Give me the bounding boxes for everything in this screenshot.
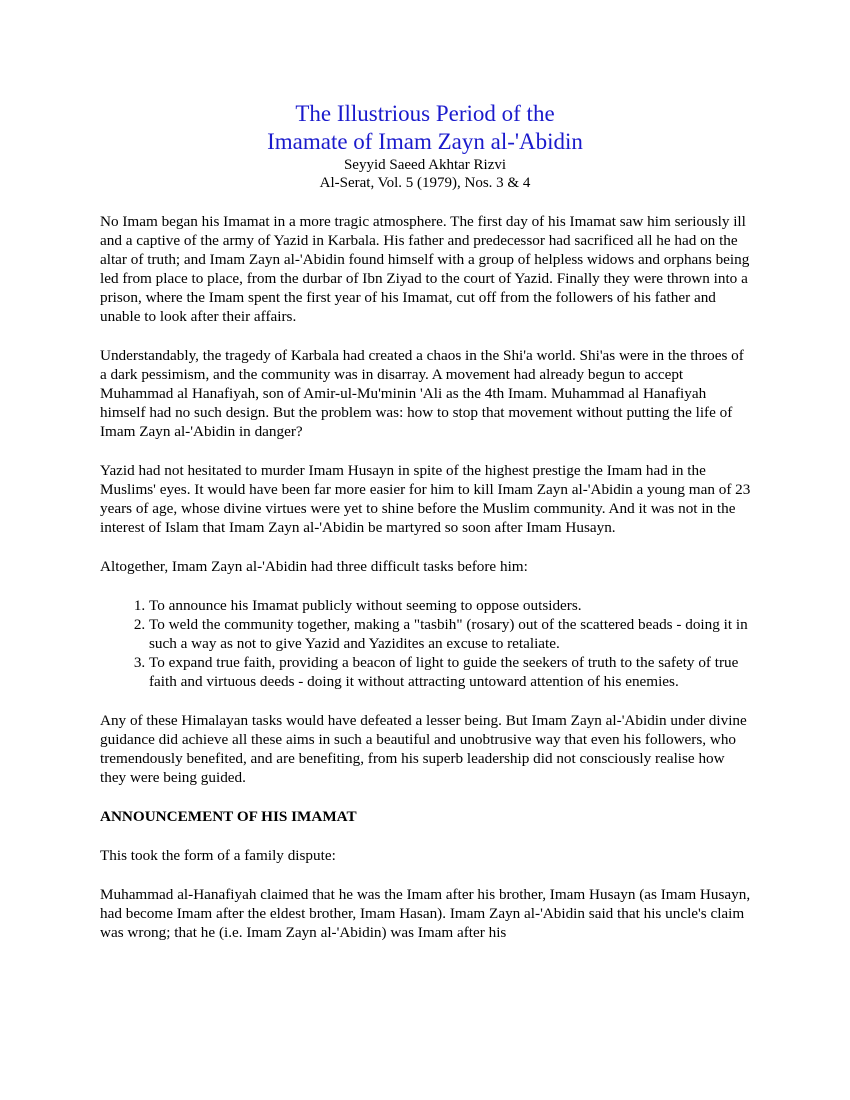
source-line: Al-Serat, Vol. 5 (1979), Nos. 3 & 4 (319, 175, 531, 191)
paragraph-7: Muhammad al-Hanafiyah claimed that he was the Imam after his brother, Imam Husayn (as Imam Husayn, had become Imam after the eldest brother, Imam Hasan). Imam Zayn al-'Abidin said that his uncle's claim was wrong; that he (i.e. Imam Zayn al-'Abidin) was Imam after his (100, 886, 751, 941)
list-item: 2. To weld the community together, making a "tasbih" (rosary) out of the scattered beads - doing it in such a way as not to give Yazid and Yazidites an excuse to retaliate. (149, 615, 752, 653)
paragraph-4: Altogether, Imam Zayn al-'Abidin had three difficult tasks before him: (100, 558, 528, 575)
paragraph-6: This took the form of a family dispute: (100, 847, 336, 864)
paragraph-5: Any of these Himalayan tasks would have defeated a lesser being. But Imam Zayn al-'Abidin under divine guidance did achieve all these aims in such a beautiful and unobtrusive way that even his followers, who tremendously benefited, and are benefiting, from his superb leadership did not consciously realise how they were being guided. (100, 712, 747, 786)
document-body (100, 212, 752, 962)
list-item: 3. To expand true faith, providing a beacon of light to guide the seekers of truth to the safety of true faith and virtuous deeds - doing it without attracting untoward attention of his enemies. (149, 653, 752, 691)
paragraph-1: No Imam began his Imamat in a more tragic atmosphere. The first day of his Imamat saw him seriously ill and a captive of the army of Yazid in Karbala. His father and predecessor had sacrificed all he had on the altar of truth; and Imam Zayn al-'Abidin found himself with a group of helpless widows and orphans being led from place to place, from the durbar of Ibn Ziyad to the court of Yazid. Finally they were thrown into a prison, where the Imam spent the first year of his Imamat, cut off from the followers of his father and unable to look after their affairs. (100, 213, 750, 325)
section-heading: ANNOUNCEMENT OF HIS IMAMAT (100, 808, 357, 825)
paragraph-3: Yazid had not hesitated to murder Imam Husayn in spite of the highest prestige the Imam had in the Muslims' eyes. It would have been far more easier for him to kill Imam Zayn al-'Abidin a young man of 23 years of age, whose divine virtues were yet to shine before the Muslim community. And it was not in the interest of Islam that Imam Zayn al-'Abidin be martyred so soon after Imam Husayn. (100, 462, 751, 536)
title-line-1: The Illustrious Period of the (295, 101, 555, 126)
title-line-2: Imamate of Imam Zayn al-'Abidin (267, 129, 583, 154)
document-header (0, 100, 850, 192)
paragraph-2: Understandably, the tragedy of Karbala had created a chaos in the Shi'a world. Shi'as were in the throes of a dark pessimism, and the community was in disarray. A movement had already begun to accept Muhammad al Hanafiyah, son of Amir-ul-Mu'minin 'Ali as the 4th Imam. Muhammad al Hanafiyah himself had no such design. But the problem was: how to stop that movement without putting the life of Imam Zayn al-'Abidin in danger? (100, 347, 744, 440)
author-line: Seyyid Saeed Akhtar Rizvi (343, 157, 507, 173)
tasks-list (100, 596, 752, 691)
list-item: 1. To announce his Imamat publicly without seeming to oppose outsiders. (149, 596, 752, 615)
